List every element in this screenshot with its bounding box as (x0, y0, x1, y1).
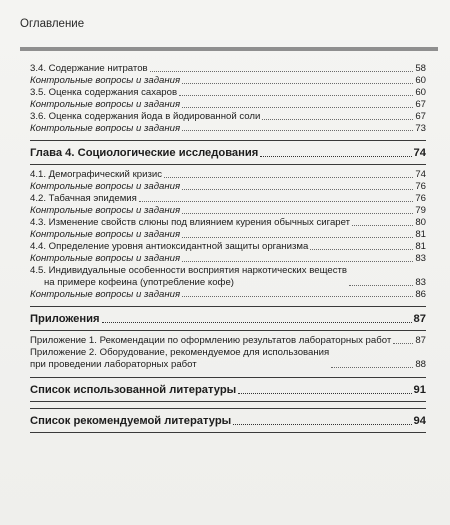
toc-group-chapter4 (30, 169, 426, 264)
leader-dots (393, 343, 413, 344)
toc-title (30, 265, 347, 289)
toc-title-line1: 4.5. Индивидуальные особенности восприятия наркотических веществ (30, 264, 347, 276)
toc-title: 4.4. Определение уровня антиоксидантной защиты организма (30, 240, 309, 252)
toc-title: Контрольные вопросы и задания (30, 288, 181, 300)
toc-entry (30, 99, 426, 111)
toc-title: Контрольные вопросы и задания (30, 205, 181, 217)
leader-dots (238, 393, 411, 394)
toc-page: 83 (415, 276, 426, 288)
toc-page: 74 (415, 169, 426, 181)
toc-chapter-heading (30, 312, 426, 326)
toc-page: 67 (415, 110, 426, 122)
toc-page: 58 (415, 63, 426, 74)
leader-dots (182, 237, 413, 238)
header-rule (20, 47, 438, 51)
literature-recommended-section (30, 408, 426, 433)
toc-entry (30, 265, 426, 289)
toc-page: 86 (415, 288, 426, 300)
toc-page: 73 (415, 122, 426, 134)
toc-entry (30, 169, 426, 181)
toc-title-line1: Приложение 2. Оборудование, рекомендуемое для использования (30, 347, 330, 359)
toc-title: Контрольные вопросы и задания (30, 181, 181, 193)
leader-dots (310, 249, 413, 250)
toc-title: Контрольные вопросы и задания (30, 252, 181, 264)
toc-title: Список использованной литературы (30, 384, 237, 397)
leader-dots (179, 95, 413, 96)
leader-dots (102, 322, 412, 323)
toc-title-line2: при проведении лабораторных работ (30, 359, 197, 371)
toc-page: 74 (413, 147, 426, 160)
toc-title: 3.5. Оценка содержания сахаров (30, 86, 178, 98)
leader-dots (164, 177, 413, 178)
toc-chapter-heading (30, 146, 426, 160)
toc-title: 4.1. Демографический кризис (30, 169, 163, 181)
leader-dots (331, 367, 413, 368)
toc-chapter-heading (30, 414, 426, 428)
toc-entry (30, 75, 426, 87)
toc-page: 81 (415, 240, 426, 252)
toc-title: 4.2. Табачная эпидемия (30, 193, 137, 205)
toc-entry (30, 241, 426, 253)
toc-title: Приложение 1. Рекомендации по оформлению результатов лабораторных работ (30, 335, 392, 347)
toc-entry (30, 229, 426, 241)
leader-dots (182, 107, 413, 108)
literature-used-section (30, 377, 426, 402)
leader-dots (182, 83, 413, 84)
toc-entry (30, 111, 426, 123)
leader-dots (182, 261, 413, 262)
toc-entry (30, 123, 426, 135)
toc-title: 4.3. Изменение свойств слюны под влиянием курения обычных сигарет (30, 217, 351, 229)
leader-dots (150, 71, 414, 72)
toc-title: Глава 4. Социологические исследования (30, 147, 259, 160)
toc-page: 87 (415, 335, 426, 347)
leader-dots (182, 189, 413, 190)
running-head: Оглавление (20, 18, 85, 30)
toc-title: Контрольные вопросы и задания (30, 122, 181, 134)
leader-dots (139, 201, 413, 202)
toc-entry (30, 253, 426, 265)
toc-page: 76 (415, 193, 426, 205)
toc-title (30, 347, 329, 371)
leader-dots (262, 119, 413, 120)
toc-entry (30, 289, 426, 301)
toc-title: Контрольные вопросы и задания (30, 98, 181, 110)
leader-dots (182, 296, 413, 297)
leader-dots (260, 156, 411, 157)
table-of-contents (30, 63, 426, 437)
toc-entry (30, 217, 426, 229)
toc-page: 80 (415, 217, 426, 229)
toc-title: Приложения (30, 313, 100, 326)
toc-title: 3.4. Содержание нитратов (30, 63, 148, 74)
toc-page: 60 (415, 86, 426, 98)
leader-dots (233, 424, 411, 425)
toc-entry (30, 63, 426, 75)
toc-page: 79 (415, 205, 426, 217)
toc-page: 87 (413, 313, 426, 326)
toc-page: 91 (413, 384, 426, 397)
leader-dots (182, 130, 413, 131)
toc-title-line2: на примере кофеина (употребление кофе) (44, 276, 234, 288)
toc-entry (30, 193, 426, 205)
toc-entry (30, 347, 426, 371)
toc-page: 88 (415, 359, 426, 371)
toc-chapter-heading (30, 383, 426, 397)
toc-title: Контрольные вопросы и задания (30, 228, 181, 240)
toc-page: 67 (415, 98, 426, 110)
toc-title: Список рекомендуемой литературы (30, 415, 232, 428)
toc-page: 60 (415, 74, 426, 86)
chapter-4-section (30, 140, 426, 165)
toc-page: 76 (415, 181, 426, 193)
toc-page: 83 (415, 252, 426, 264)
toc-title: Контрольные вопросы и задания (30, 74, 181, 86)
leader-dots (352, 225, 413, 226)
toc-entry (30, 205, 426, 217)
toc-title: 3.6. Оценка содержания йода в йодированной соли (30, 110, 261, 122)
leader-dots (349, 285, 413, 286)
toc-page: 81 (415, 228, 426, 240)
toc-entry (30, 87, 426, 99)
leader-dots (182, 213, 413, 214)
toc-page: 94 (413, 415, 426, 428)
appendices-section (30, 306, 426, 331)
toc-group-chapter3 (30, 63, 426, 134)
toc-entry (30, 181, 426, 193)
toc-entry (30, 335, 426, 347)
